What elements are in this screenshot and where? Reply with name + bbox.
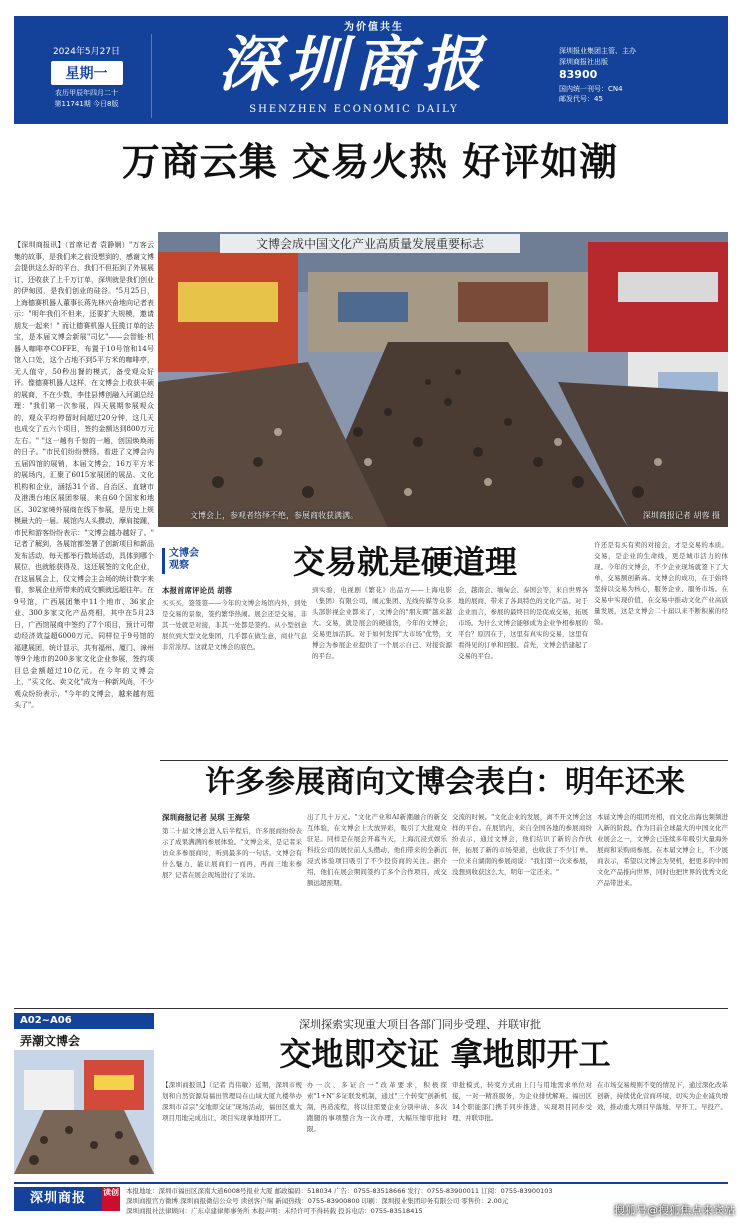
headline-subtitle: 文博会成中国文化产业高质量发展重要标志 (220, 234, 520, 253)
story2-column-3: 交流的时候。"文化企业的发展，离不开文博会这样的平台。在展馆内，来自全国各地的参展商纷纷表示，通过文博会，他们结识了新的合作伙伴，拓展了新的市场渠道，也收获了不少订单。一位来自湖南的参展商说："我们第一次来参展，没想到收获这么大，明年一定还来。" (452, 813, 592, 876)
commentary-column-1: 买买买，签签签——今年的文博会场馆内外，到处是交易的景象，签约繁华热闹。展会还是交易，非其一处就是对接，非其一处都是签约。从小型创意展位到大型文化集团，几乎都在做生意，商业气息非常浓厚。这就是文博会的底色。 (162, 599, 307, 651)
masthead (14, 16, 728, 124)
commentary-column-3: 会，越南会、缅甸会、泰国会等，来自世界各地的展商，带来了各具特色的文化产品。对于企业而言，参展的最终目的是促成交易，拓展市场。为什么文博会能够成为企业争相参展的平台？原因在于，这里有真实的交易，这里有看得见的订单和回报。首先，文博会搭建起了交易的平台。 (458, 586, 588, 660)
commentary-title[interactable]: 交易就是硬道理 (292, 543, 517, 581)
commentary-badge: 文博会 观察 (162, 548, 212, 574)
commentary-byline: 本报首席评论员 胡蓉 (162, 586, 233, 595)
photo-credit: 深圳商报记者 胡蓉 摄 (642, 511, 720, 520)
lead-story-text: 【深圳商报讯】（首席记者 袁静娴）"万客云集的故事，是我们来之前没想到的，感谢文博会提供这么好的平台，我们不但拓到了外展展订，还收获了上千万订单，深圳就是我们创业的伊甸园，是我们创业的硅谷。"5月25日，上海德赛机器人董事长蒋先林兴奋地向记者表示："明年我们不但来，还要扩大规模，邀请朋友一起来！" 而让德赛机器人狂揽订单的法宝，是本届文博会新展"司亿"——会智能·机器人咖啡亭COFFE，布置于10号馆和14号馆入口处，这个占地不到5平方米的咖啡亭，无人值守，50秒出餐的模式，备受观众好评。像德赛机器人这样，在文博会上收获丰硕的展商，不在少数，李佳县博创融入河湖总经理："我们第一次参展，四天展期参展观众的，观众平均停留时间超过20分钟，这几天也成交了五六个项目，签约金额达到800万元左右。" "这一趟有千惊的一趟，创国焕焕雨的日子。"市民们纷纷赞扬。看进了文博会内五届四馆的展销，本届文博会，16万平方米的展场内，汇聚了6015家展团的展品、文化机构和企业，涵括31个省、自治区、直辖市及港澳台地区展团参展，来自60个国家和地区、302家境外展商在线下参展，是历史上规模最大的一届。展馆内人头攒动，摩肩接踵，市民和游客纷纷表示："文博会越办越好了。" 记者了解到，各展馆都签署了创新项目和新品发布活动，每天都举行数场活动，具体到哪个展位，也就能获得及，这还展签的文化企业，在这届展会上，仅文博会主会场的统计数字来看，参展企业所带来的成交额就远超往年。在9号馆，广西展团集中11个地市、36家企业、300多家文化产品亮相，其中在5月23日，广西馆展商中签约了7个项目，预计可带动经济效益超6000万元。同样位于9号馆的福建展团，统计显示，共有福州、厦门、漳州等9个地市的200多家文化企业参展，签约项目总金额超过10亿元。在今年的文博会上，"买文化、卖文化"成为一种新风尚，不少观众纷纷表示，"今年的文博会，越来越有逛头了"。 (14, 241, 154, 709)
footer-app-logo: 读创 (102, 1187, 120, 1211)
publisher-info (559, 46, 724, 105)
promo-illustration (14, 1050, 154, 1174)
story3-column-2: 办一次、多证合一"改革要求，积极探索"1+N"多证联发机制，通过"三个转变"创新机制，再造流程，将以往需要企业分别申请、多次跑腿的事项整合为一次办理，大幅压缩审批时限。 (307, 1081, 447, 1133)
footer-line-1: 本报地址：深圳市福田区深南大道6008号报业大厦 邮政编码：518034 广告：0755-83518666 发行：0755-83900011 订阅：0755-83900103 (126, 1187, 553, 1195)
story3-column-1: 【深圳商报讯】（记者 肖伟敏）近期，深圳市规划和自然资源局福田管理局在山域大厦九楼举办深圳市首宗"交地即交证"现场活动，福田区重大项目用地完成出让，项目实现拿地即开工。 (162, 1081, 302, 1122)
newspaper-title-english: SHENZHEN ECONOMIC DAILY (249, 104, 459, 115)
story3-column-3: 审批模式，转变方式由上门与用地需求单位对接，一对一精准服务，为企业排忧解难。福田区14个职能部门携手同步推进，实现项目同步受理、并联审批。 (452, 1081, 592, 1122)
story2-column-1: 第二十届文博会进入后半程后，许多展商纷纷表示了成果满满的参展体验。"文博会来，是记者采访众多参展商时，听到最多的一句话。文博会有什么魅力，能让展商们一而再、再而三地来参展？记者在展会现场进行了采访。 (162, 827, 302, 879)
source-watermark: 搜狐号@搜狐焦点来宾站 (614, 1204, 735, 1217)
inner-pages-bar[interactable]: A02~A06 (14, 1013, 154, 1029)
footer-logo: 深圳商报 (14, 1187, 102, 1211)
commentary-column-4: 许还是有买有卖的对接会，才是交易的本质。交易，是企业的生命线，更是城市活力的体现。今年的文博会，不少企业现场就签下了大单，交易额创新高。文博会的成功，在于始终坚持以交易为核心，服务企业、服务市场。在交易中实现价值，在交易中推动文化产业高质量发展，这是文博会二十届以来不断积累的经验。 (594, 541, 728, 626)
footer-line-3: 深圳商报社法律顾问：广东卓建律师事务所 本报声明：未经许可不得转载 投诉电话：0755-83518415 (126, 1207, 423, 1215)
story2-column-2: 出了几十万元。"文化产业和AI新潮融合的新交互体验，在文博会上大放异彩，吸引了大批观众驻足。同样是在展会开幕当天，上海沉浸式娱乐科技公司的展位前人头攒动，他们带来的全新沉浸式体验项目吸引了不少投资商的关注。据介绍，他们在展会期间签约了多个合作项目，成交额远超预期。 (307, 813, 447, 887)
masthead-slogan: 为价值共生 (344, 22, 404, 33)
lunar-date: 农历甲辰年四月二十 (55, 89, 118, 97)
section-divider (14, 1008, 728, 1009)
inner-pages-title[interactable]: 弄潮文博会 (20, 1034, 81, 1048)
footer-line-2: 深圳商报官方微博 深圳商报微信公众号 读创客户端 新闻热线：0755-83900800 印刷：深圳报业集团印务有限公司 零售价：2.00元 (126, 1197, 509, 1205)
newspaper-title: 深圳商报 (218, 30, 490, 100)
story2-column-4: 本届文博会的组团亮相，而文化出海也频频进入新的阶段。作为目前全球最大的中国文化产业展会之一，文博会已连续多年吸引大量海外展商和采购商参展。在本届文博会上，不少展商表示，希望以文博会为契机，把更多的中国文化产品推向世界，同时也把世界的优秀文化产品带进来。 (597, 813, 728, 887)
story2-byline: 深圳商报记者 吴琪 王海荣 (162, 813, 250, 822)
promo-photo[interactable] (14, 1050, 154, 1174)
issue-date: 2024年5月27日 (52, 47, 121, 57)
date-box (22, 34, 152, 118)
story2-title[interactable]: 许多参展商向文博会表白：明年还来 (205, 765, 685, 800)
weekday-badge: 星期一 (51, 61, 123, 85)
commentary-column-2: 到实验，电视剧《繁花》出品方——上海电影（集团）有限公司，闹元集团、光线传媒等众多头部影视企业都来了，文博会的"朋友圈"越来越大。交易，就是展会的硬通货，今年的文博会，交易更加活跃。对于如何发挥"大市场"优势，文博会为参展企业提供了一个展示自己、对接资源的平台。 (312, 586, 452, 660)
hotline-number: 83900 (559, 68, 598, 81)
crowd-illustration (158, 232, 728, 527)
publication-code-2: 邮发代号：45 (559, 95, 603, 103)
photo-caption: 文博会上，参观者络绎不绝，参展商收获满满。 (190, 511, 358, 520)
story3-title[interactable]: 交地即交证 拿地即开工 (279, 1035, 611, 1073)
story3-kicker: 深圳探索实现重大项目各部门同步受理、并联审批 (299, 1018, 541, 1031)
section-divider (160, 760, 728, 761)
issue-number: 第11741期 今日8版 (54, 100, 119, 109)
main-headline[interactable]: 万商云集 交易火热 好评如潮 (121, 140, 619, 184)
publisher-line-2: 深圳商报社出版 (559, 57, 608, 66)
publication-code-1: 国内统一刊号：CN4 (559, 84, 623, 93)
publisher-line-1: 深圳报业集团主管、主办 (559, 47, 636, 55)
story3-column-4: 在市场交易规则不变的情况下，通过深化改革创新，持续优化营商环境，切实为企业减负增效，推动重大项目早落地、早开工、早投产。 (597, 1081, 728, 1111)
expo-crowd-photo (158, 232, 728, 527)
